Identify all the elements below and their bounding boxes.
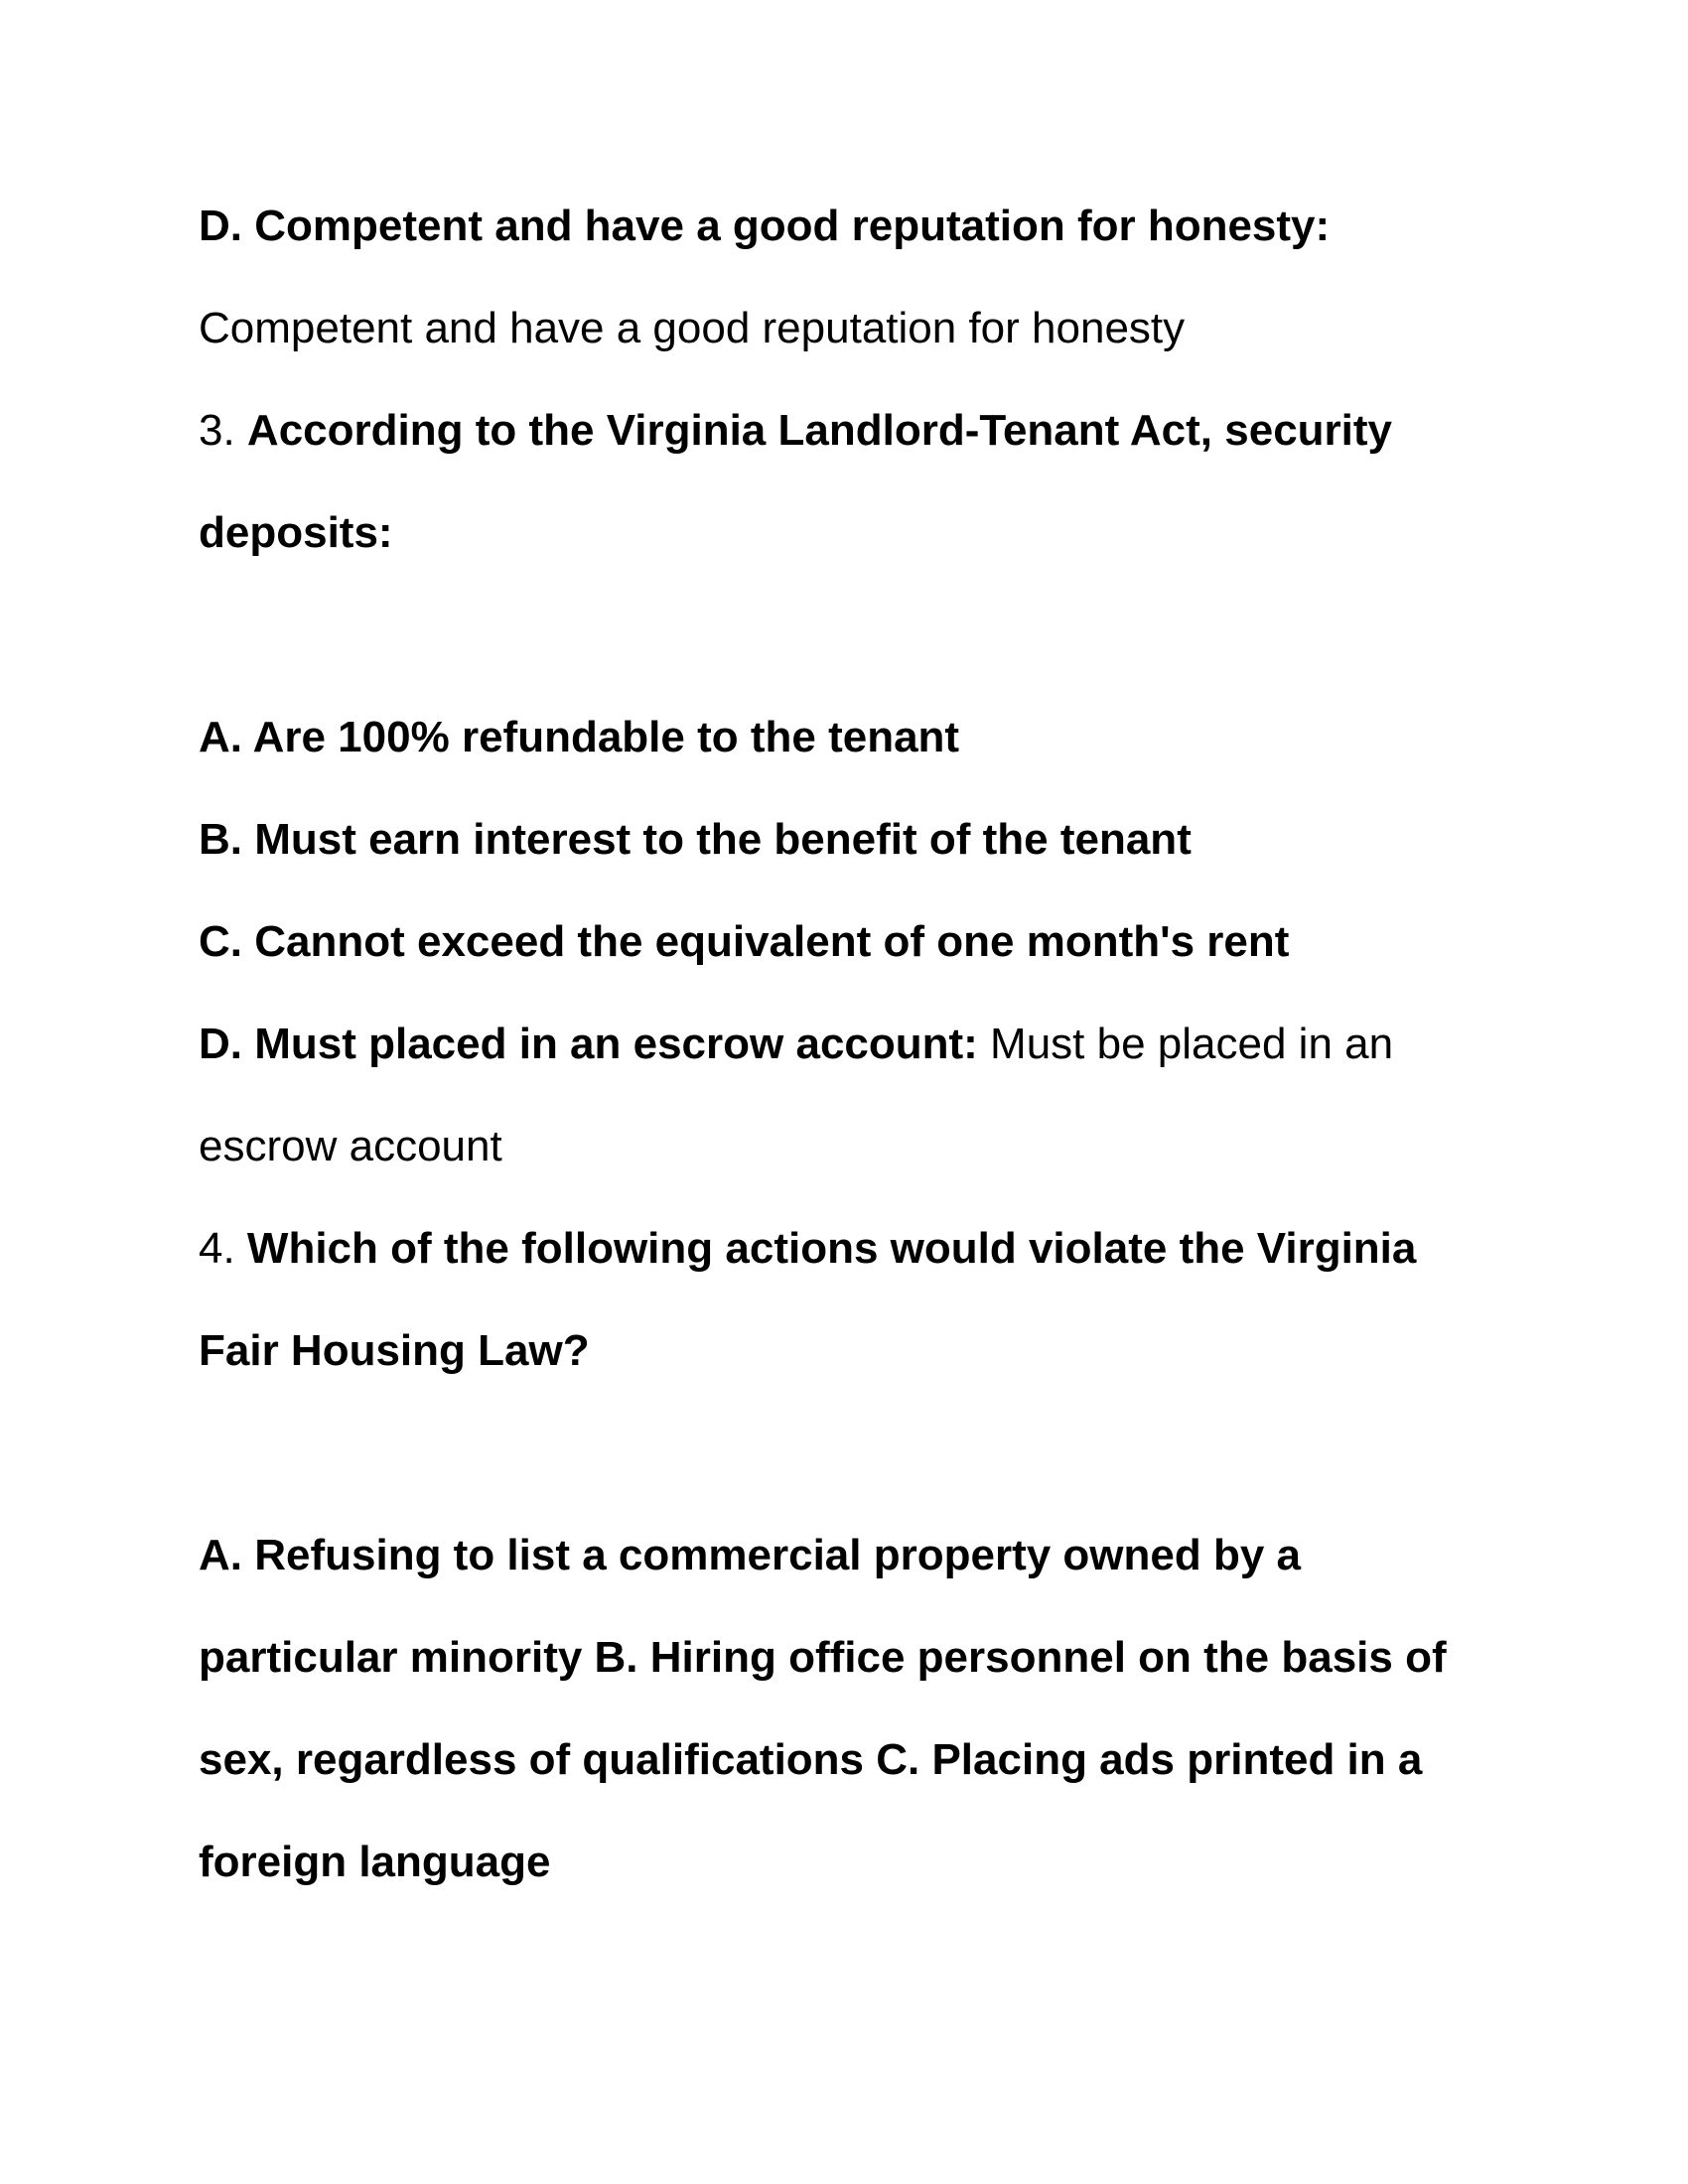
text-line: [199, 481, 1529, 584]
text-segment: Must be placed in an: [977, 1020, 1394, 1068]
text-line: [199, 1299, 1529, 1402]
text-segment: particular minority B. Hiring office personnel on the basis of: [199, 1633, 1447, 1682]
text-line: [199, 1708, 1529, 1811]
text-segment: 3.: [199, 406, 247, 455]
text-segment: D. Competent and have a good reputation for honesty:: [199, 202, 1331, 250]
text-line: [199, 1402, 1529, 1504]
text-segment: C. Cannot exceed the equivalent of one month's rent: [199, 917, 1290, 966]
text-segment: D. Must placed in an escrow account:: [199, 1020, 978, 1068]
text-line: [199, 277, 1529, 379]
text-line: [199, 686, 1529, 788]
text-line: [199, 1197, 1529, 1299]
text-segment: escrow account: [199, 1122, 502, 1170]
text-line: [199, 993, 1529, 1095]
text-segment: B. Must earn interest to the benefit of the tenant: [199, 815, 1192, 864]
text-segment: deposits:: [199, 508, 393, 557]
text-line: [199, 1811, 1529, 1913]
text-line: [199, 890, 1529, 993]
document-body: [199, 175, 1529, 1913]
text-segment: Competent and have a good reputation for honesty: [199, 304, 1186, 352]
text-line: [199, 379, 1529, 481]
document-page: [199, 175, 1529, 1913]
text-segment: A. Are 100% refundable to the tenant: [199, 713, 960, 761]
text-line: [199, 584, 1529, 686]
text-segment: foreign language: [199, 1838, 551, 1886]
text-segment: sex, regardless of qualifications C. Placing ads printed in a: [199, 1735, 1423, 1784]
text-segment: Fair Housing Law?: [199, 1326, 590, 1375]
text-line: [199, 175, 1529, 277]
text-line: [199, 1095, 1529, 1197]
text-line: [199, 1504, 1529, 1606]
text-line: [199, 788, 1529, 890]
text-segment: According to the Virginia Landlord-Tenant Act, security: [246, 406, 1393, 455]
text-segment: 4.: [199, 1224, 247, 1273]
text-line: [199, 1606, 1529, 1708]
text-segment: A. Refusing to list a commercial property owned by a: [199, 1531, 1302, 1579]
text-segment: Which of the following actions would violate the Virginia: [246, 1224, 1417, 1273]
